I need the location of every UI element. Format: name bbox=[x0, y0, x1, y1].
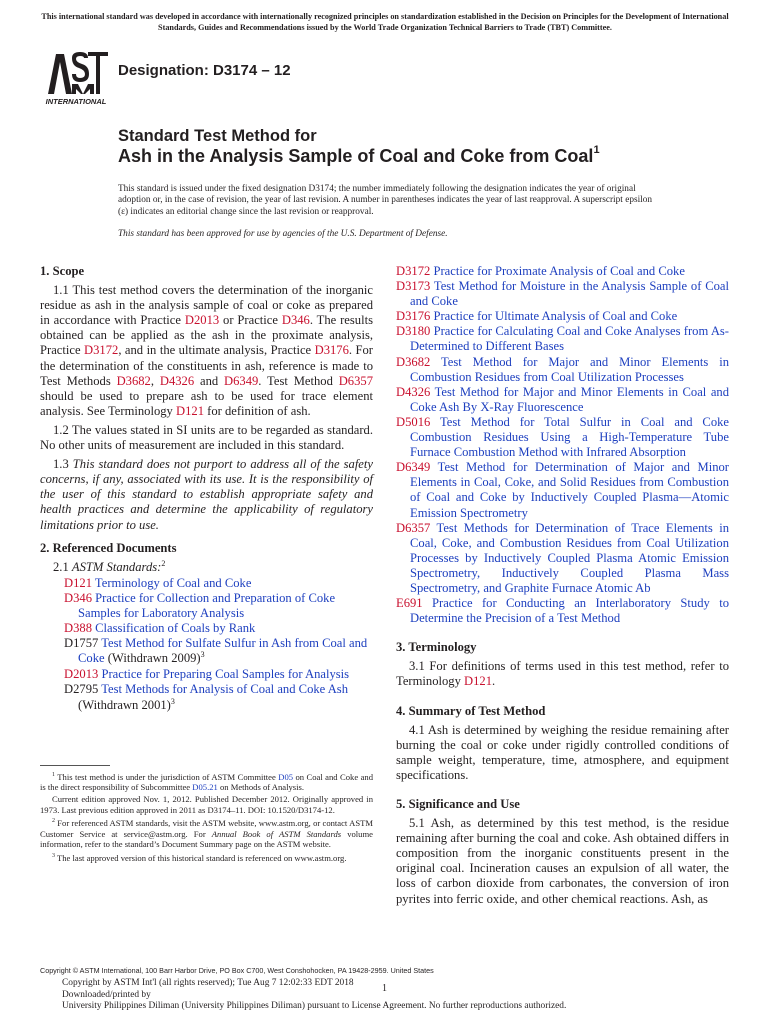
section-summary-heading: 4. Summary of Test Method bbox=[396, 703, 546, 718]
reference-item bbox=[52, 682, 373, 713]
reference-title-link[interactable]: Practice for Collection and Preparation of Coke Samples for Laboratory Analysis bbox=[78, 590, 336, 620]
referenced-documents-list-right bbox=[396, 264, 729, 626]
logo-international-text: INTERNATIONAL bbox=[45, 97, 107, 106]
reference-item bbox=[52, 621, 373, 636]
scope-paragraph-1-1: 1.1 This test method covers the determination of the inorganic residue as ash in the analysis sample of coal or coke as prepared in accordance with Practice D2013 or Practice D346. The results obtained can be applied as the ash in the proximate analysis, Practice D3172, and in the ultimate analysis, Practice D3176. For the determination of the constituents in ash, reference is made to Test Methods D3682, D4326 and D6349. Test Method D6357 should be used to prepare ash to be used for trace element analysis. See Terminology D121 for definition of ash. bbox=[40, 283, 373, 418]
astm-logo bbox=[42, 46, 110, 106]
title-main-text: Ash in the Analysis Sample of Coal and Coke from Coal bbox=[118, 146, 594, 166]
reference-title-link[interactable]: Classification of Coals by Rank bbox=[95, 621, 256, 636]
section-significance-heading: 5. Significance and Use bbox=[396, 797, 520, 811]
link-d2013[interactable]: D2013 bbox=[184, 313, 220, 328]
reference-title-link[interactable]: Test Method for Major and Minor Elements in Coal and Coke Ash By X-Ray Fluorescence bbox=[410, 384, 730, 414]
footnote-1-edition: Current edition approved Nov. 1, 2012. Published December 2012. Originally approved in 1973. Last previous edition approved in 2011 as D3174–11. DOI: 10.1520/D3174-12. bbox=[40, 794, 373, 815]
reference-title-link[interactable]: Test Methods for Determination of Trace Elements in Coal, Coke, and Combustion Residues from Coal Utilization Processes by Inductively Coupled Plasma Atomic Emission Spectrometry, Inductively Coupled Plasma Mass Spectrometry, and Graphite Furnace Atomic Ab bbox=[410, 520, 730, 595]
significance-paragraph: 5.1 Ash, as determined by this test method, is the residue remaining after burning the coal and coke. Ash obtained differs in composition from the inorganic constituents present in the original coal. Incineration causes an expulsion of all water, the loss of carbon dioxide from carbonates, the conversion of iron pyrites into ferric oxide, and other chemical reactions. Ash, as bbox=[396, 816, 729, 906]
reference-item bbox=[396, 415, 729, 460]
right-column bbox=[396, 264, 729, 911]
footnote-divider bbox=[40, 765, 110, 766]
scope-paragraph-1-3: 1.3 This standard does not purport to address all of the safety concerns, if any, associated with its use. It is the responsibility of the user of this standard to establish appropriate safety and health practices and determine the applicability of regulatory limitations prior to use. bbox=[40, 457, 373, 532]
footnote-1: $^1$ This test method is under the jurisdiction of ASTM Committee D05 on Coal and Coke and is the direct responsibility of Subcommittee D05.21 on Methods of Analysis. bbox=[40, 771, 373, 793]
print-line-3: University Philippines Diliman (University Philippines Diliman) pursuant to License Agreement. No further reproductions authorized. bbox=[62, 1001, 567, 1011]
tbt-notice: This international standard was developed in accordance with internationally recognized principles on standardization established in the Decision on Principles for the Development of International Standards, Guides and Recommendations issued by the World Trade Organization Technical Barriers to Trade (TBT) Committee. bbox=[41, 12, 729, 32]
link-d3682[interactable]: D3682 bbox=[116, 373, 151, 388]
footnote-2: $^2$ For referenced ASTM standards, visit the ASTM website, www.astm.org, or contact ASTM Customer Service at service@astm.org. For Annual Book of ASTM Standards volume information, refer to the standard’s Document Summary page on the ASTM website. bbox=[40, 818, 373, 850]
scope-paragraph-1-2: 1.2 The values stated in SI units are to be regarded as standard. No other units of measurement are included in this standard. bbox=[40, 422, 373, 453]
link-d6349[interactable]: D6349 bbox=[224, 373, 259, 388]
reference-code[interactable]: D6357 bbox=[396, 520, 431, 535]
reference-item bbox=[396, 324, 729, 354]
section-referenced-documents-heading: 2. Referenced Documents bbox=[40, 540, 177, 555]
link-d3176[interactable]: D3176 bbox=[314, 343, 349, 358]
withdrawn-note: (Withdrawn 2009) bbox=[104, 651, 201, 666]
reference-title-link[interactable]: Practice for Ultimate Analysis of Coal and Coke bbox=[433, 309, 678, 324]
link-d05[interactable]: D05 bbox=[278, 771, 294, 782]
link-d3172[interactable]: D3172 bbox=[84, 343, 119, 358]
withdrawn-note: (Withdrawn 2001) bbox=[78, 697, 171, 712]
footnote-mark: 3 bbox=[170, 696, 175, 706]
designation-label: Designation: D3174 – 12 bbox=[118, 62, 291, 79]
title-footnote-mark: 1 bbox=[593, 144, 600, 156]
reference-code[interactable]: D3172 bbox=[396, 264, 431, 278]
reference-title-link[interactable]: Practice for Proximate Analysis of Coal and Coke bbox=[433, 264, 685, 278]
print-license bbox=[62, 978, 742, 1013]
reference-item bbox=[396, 460, 729, 520]
reference-title-link[interactable]: Test Method for Total Sulfur in Coal and Coke Combustion Residues Using a High-Temperature Tube Furnace Combustion Method with Infrared Absorption bbox=[410, 414, 730, 460]
link-d05-21[interactable]: D05.21 bbox=[192, 782, 218, 793]
reference-item bbox=[396, 279, 729, 309]
reference-code[interactable]: D388 bbox=[64, 621, 92, 636]
title-line2 bbox=[118, 146, 600, 167]
reference-title-link[interactable]: Test Method for Major and Minor Elements in Combustion Residues from Coal Utilization Processes bbox=[410, 354, 729, 384]
page-number: 1 bbox=[382, 983, 387, 994]
reference-item bbox=[396, 521, 729, 596]
reference-item bbox=[52, 667, 373, 682]
reference-item bbox=[52, 576, 373, 591]
left-column bbox=[40, 264, 373, 714]
reference-item bbox=[396, 596, 729, 626]
reference-code[interactable]: D3180 bbox=[396, 324, 431, 339]
link-d6357[interactable]: D6357 bbox=[338, 373, 373, 388]
footnotes bbox=[40, 770, 373, 864]
print-line-2: Downloaded/printed by bbox=[62, 989, 151, 1000]
section-scope-heading: 1. Scope bbox=[40, 264, 85, 278]
link-d121[interactable]: D121 bbox=[176, 403, 204, 418]
reference-code[interactable]: D121 bbox=[64, 575, 92, 590]
reference-item bbox=[52, 591, 373, 621]
reference-code[interactable]: D5016 bbox=[396, 414, 431, 429]
reference-item bbox=[396, 385, 729, 415]
reference-item bbox=[396, 264, 729, 279]
terminology-paragraph: 3.1 For definitions of terms used in this test method, refer to Terminology D121. bbox=[396, 659, 729, 689]
reference-item bbox=[396, 309, 729, 324]
designation bbox=[118, 62, 291, 79]
astm-standards-label: 2.1 ASTM Standards:$^2$ bbox=[53, 558, 166, 574]
reference-code[interactable]: D1757 bbox=[64, 636, 99, 651]
intro-paragraph: This standard is issued under the fixed designation D3174; the number immediately following the designation indicates the year of original adoption or, in the case of revision, the year of last revision. A number in parentheses indicates the year of last reapproval. A superscript epsilon (ε) indicates an editorial change since the last revision or reapproval. bbox=[118, 184, 653, 217]
reference-title-link[interactable]: Practice for Calculating Coal and Coke Analyses from As-Determined to Different Bases bbox=[410, 324, 730, 354]
reference-code[interactable]: D6349 bbox=[396, 460, 431, 475]
reference-title-link[interactable]: Test Method for Determination of Major and Minor Elements in Coal, Coke, and Solid Residues from Combustion of Coal and Coke by Inductively Coupled Plasma—Atomic Emission Spectrometry bbox=[410, 460, 730, 520]
link-d4326[interactable]: D4326 bbox=[159, 373, 195, 388]
section-terminology-heading: 3. Terminology bbox=[396, 640, 477, 655]
reference-title-link[interactable]: Terminology of Coal and Coke bbox=[94, 575, 252, 590]
footnote-3: $^3$ The last approved version of this historical standard is referenced on www.astm.org. bbox=[52, 852, 347, 863]
summary-paragraph: 4.1 Ash is determined by weighing the residue remaining after burning the coal or coke under rigidly controlled conditions of sample weight, temperature, time, atmosphere, and equipment specifications. bbox=[396, 722, 729, 782]
approval-statement: This standard has been approved for use by agencies of the U.S. Department of Defense. bbox=[118, 229, 448, 239]
reference-code[interactable]: D3682 bbox=[396, 354, 431, 369]
reference-code[interactable]: D2795 bbox=[64, 682, 99, 697]
reference-code[interactable]: E691 bbox=[396, 596, 423, 611]
title-line1: Standard Test Method for bbox=[118, 127, 317, 145]
footnote-mark: 3 bbox=[200, 650, 205, 660]
reference-code[interactable]: D2013 bbox=[64, 667, 99, 682]
reference-item bbox=[396, 355, 729, 385]
print-line-1: Copyright by ASTM Int'l (all rights reserved); Tue Aug 7 12:02:33 EDT 2018 bbox=[62, 978, 354, 988]
reference-code[interactable]: D3173 bbox=[396, 279, 431, 294]
link-d346[interactable]: D346 bbox=[281, 313, 310, 328]
reference-code[interactable]: D3176 bbox=[396, 309, 431, 324]
reference-title-link[interactable]: Practice for Conducting an Interlaboratory Study to Determine the Precision of a Test Method bbox=[410, 596, 729, 626]
reference-title-link[interactable]: Test Method for Moisture in the Analysis Sample of Coal and Coke bbox=[410, 279, 729, 309]
referenced-documents-list-left bbox=[40, 576, 373, 714]
reference-code[interactable]: D4326 bbox=[396, 384, 431, 399]
reference-title-link[interactable]: Practice for Preparing Coal Samples for Analysis bbox=[101, 667, 350, 682]
reference-code[interactable]: D346 bbox=[64, 590, 92, 605]
copyright-line: Copyright © ASTM International, 100 Barr Harbor Drive, PO Box C700, West Conshohocken, PA 19428-2959. United States bbox=[40, 966, 434, 975]
reference-title-link[interactable]: Test Method for Sulfate Sulfur in Ash from Coal and Coke bbox=[78, 636, 368, 666]
reference-title-link[interactable]: Test Methods for Analysis of Coal and Coke Ash bbox=[101, 682, 348, 697]
reference-item bbox=[52, 636, 373, 667]
link-d121-terminology[interactable]: D121 bbox=[464, 674, 493, 689]
